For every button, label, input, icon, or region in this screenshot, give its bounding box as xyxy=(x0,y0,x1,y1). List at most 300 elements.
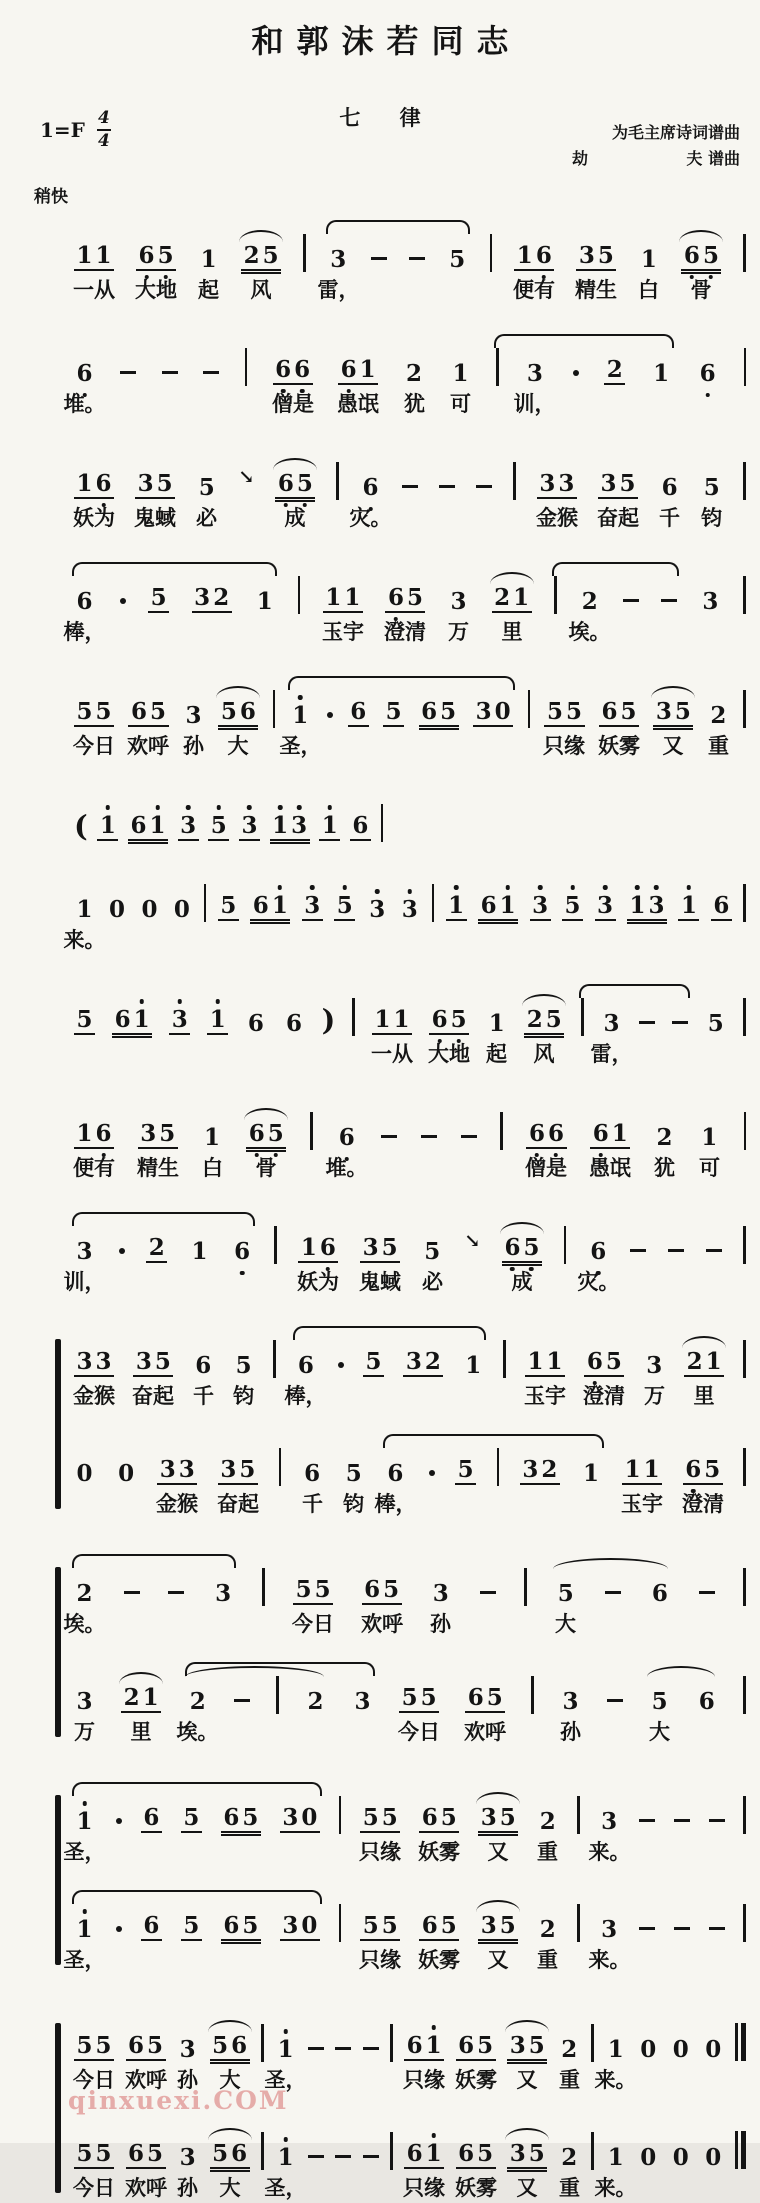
note-token xyxy=(218,700,258,727)
note-digit: 5 xyxy=(401,1684,418,1711)
note-token xyxy=(711,894,732,921)
note-group xyxy=(385,586,425,613)
system xyxy=(63,329,746,419)
note-token xyxy=(524,362,545,385)
note-digit: 5 xyxy=(212,2032,229,2059)
augmentation-dot xyxy=(119,1248,125,1254)
note-group xyxy=(302,894,323,921)
note-token xyxy=(703,2146,724,2169)
composer-given-name: 夫 谱曲 xyxy=(686,149,740,168)
note-digit: 6 xyxy=(94,472,113,495)
note-digit: 6 xyxy=(698,362,717,385)
note-digit: 5 xyxy=(183,1912,200,1939)
note-digit: 3 xyxy=(600,470,617,497)
note-token xyxy=(168,1591,184,1605)
note-digit: 6 xyxy=(143,1912,160,1939)
note-token xyxy=(644,1354,665,1377)
note-group xyxy=(74,898,95,921)
note-group xyxy=(486,1012,507,1035)
note-digit: 0 xyxy=(76,1460,93,1487)
note-token xyxy=(362,1578,402,1605)
lyric-syllable: 起 xyxy=(486,1041,507,1066)
note-group xyxy=(367,898,388,921)
lyric-syllable: 奋起 xyxy=(217,1491,259,1516)
barline xyxy=(743,462,746,500)
note-group xyxy=(705,1012,726,1035)
system xyxy=(74,443,746,533)
high-octave-dot xyxy=(216,999,221,1004)
note-group xyxy=(537,1810,558,1833)
note-digit: 5 xyxy=(239,1456,256,1483)
note-token xyxy=(497,1448,500,1485)
music-line xyxy=(74,785,383,844)
note-token xyxy=(250,894,290,921)
note-digit: 6 xyxy=(406,2140,423,2167)
note-token xyxy=(601,1012,622,1035)
note-token xyxy=(490,234,493,271)
music-line xyxy=(63,865,746,955)
barline xyxy=(204,884,207,922)
note-digit: 6 xyxy=(503,1236,522,1259)
note-digit: 1 xyxy=(527,1348,544,1375)
lyric-syllable: 奋起 xyxy=(597,505,639,530)
note-token xyxy=(697,362,718,385)
lyric-syllable: 来。 xyxy=(594,2175,637,2200)
music-line xyxy=(74,443,746,533)
note-token xyxy=(321,1003,336,1038)
note-token xyxy=(385,586,425,613)
slur-arc xyxy=(288,676,515,690)
note-token xyxy=(177,2146,198,2169)
note-digit: 2 xyxy=(606,356,623,383)
note-token xyxy=(192,586,232,613)
note-token xyxy=(537,1918,558,1941)
note-token xyxy=(280,1806,320,1833)
note-group xyxy=(187,1690,208,1713)
note-group xyxy=(208,814,229,841)
lyric-syllable: 灾。 xyxy=(349,505,392,530)
note-digit: 6 xyxy=(223,1912,240,1939)
note-group xyxy=(302,1462,323,1485)
lyric-syllable: 欢呼 xyxy=(361,1611,403,1636)
tie-arc xyxy=(476,1900,520,1912)
duration-dash xyxy=(421,1135,437,1138)
note-token xyxy=(559,2146,580,2169)
note-digit: 5 xyxy=(198,474,215,501)
note-digit: 6 xyxy=(458,2140,475,2167)
note-token xyxy=(334,894,355,921)
high-octave-dot xyxy=(278,805,283,810)
note-group xyxy=(697,362,718,385)
note-group xyxy=(383,700,404,727)
note-group xyxy=(590,1122,630,1149)
note-digit: 3 xyxy=(562,1688,579,1715)
duration-dash xyxy=(672,1021,688,1024)
note-digit: 3 xyxy=(215,1580,232,1607)
note-token xyxy=(117,1248,125,1263)
note-digit: 6 xyxy=(304,1460,321,1487)
note-token xyxy=(584,1350,624,1377)
note-token xyxy=(554,576,557,613)
note-token xyxy=(74,1350,114,1377)
lyric-syllable: 千 xyxy=(659,505,680,530)
lyric-syllable: 又 xyxy=(516,2175,538,2200)
note-digit: 5 xyxy=(381,1804,398,1831)
note-token xyxy=(605,2038,626,2061)
note-group xyxy=(456,2142,496,2169)
note-group xyxy=(233,1354,254,1377)
note-group xyxy=(699,1126,720,1149)
note-group xyxy=(254,590,275,613)
note-group xyxy=(537,1918,558,1941)
tie-arc xyxy=(522,994,566,1006)
note-group xyxy=(221,1806,261,1833)
note-digit: 3 xyxy=(159,1456,176,1483)
music-line xyxy=(74,215,746,305)
note-token xyxy=(273,1340,276,1377)
note-group xyxy=(245,1012,266,1035)
note-token xyxy=(273,690,276,727)
note-digit: 2 xyxy=(148,1234,165,1261)
note-group xyxy=(210,2034,250,2061)
note-token xyxy=(604,358,625,385)
system xyxy=(74,1321,746,1519)
note-digit: 5 xyxy=(707,1010,724,1037)
final-barline xyxy=(735,2131,746,2169)
tie-arc xyxy=(244,1108,288,1120)
note-group xyxy=(599,700,639,727)
note-digit: 3 xyxy=(170,1008,189,1031)
lyric-syllable: 妖雾 xyxy=(455,2175,497,2200)
augmentation-dot xyxy=(116,1818,122,1824)
note-group xyxy=(207,1008,228,1035)
note-token xyxy=(74,1122,114,1149)
note-digit: 5 xyxy=(147,2032,164,2059)
note-token xyxy=(114,1818,122,1833)
note-group xyxy=(350,814,371,841)
note-token xyxy=(112,1008,152,1035)
note-digit: 3 xyxy=(95,1348,112,1375)
note-digit: 5 xyxy=(212,2140,229,2167)
note-token xyxy=(138,1122,178,1149)
note-group xyxy=(280,1806,320,1833)
note-token xyxy=(706,1249,722,1263)
credit-line-1: 为毛主席诗词谱曲 xyxy=(611,123,740,142)
barline xyxy=(490,234,493,272)
barline xyxy=(261,2024,264,2062)
note-digit: 5 xyxy=(651,1688,668,1715)
note-token xyxy=(599,1810,620,1833)
note-digit: 1 xyxy=(76,896,93,923)
lyric-syllable: 愚氓 xyxy=(589,1155,631,1180)
note-token xyxy=(283,1012,304,1035)
note-digit: 6 xyxy=(364,1576,381,1603)
note-token xyxy=(245,1012,266,1035)
barline xyxy=(513,462,516,500)
note-token xyxy=(478,1806,518,1833)
note-token xyxy=(181,1914,202,1941)
barline xyxy=(591,2024,594,2062)
note-digit: 3 xyxy=(601,1808,618,1835)
lyric-syllable: 欢呼 xyxy=(125,2175,167,2200)
note-token xyxy=(275,2038,296,2061)
note-token xyxy=(385,1462,406,1485)
note-digit: 5 xyxy=(149,698,166,725)
note-digit: 6 xyxy=(247,1010,264,1037)
note-token xyxy=(381,1135,397,1149)
note-digit: 1 xyxy=(148,814,167,837)
lyric-syllable: 只缘 xyxy=(403,2067,445,2092)
note-token xyxy=(360,476,381,499)
note-token xyxy=(198,248,219,271)
barline xyxy=(303,234,306,272)
note-token xyxy=(148,586,169,613)
music-line xyxy=(74,1429,746,1519)
note-token xyxy=(383,700,404,727)
lyric-syllable: 雷， xyxy=(590,1041,633,1066)
barline xyxy=(279,1448,282,1486)
note-token xyxy=(432,884,435,921)
duration-dash xyxy=(706,1249,722,1252)
note-digit: 3 xyxy=(368,898,387,921)
note-digit: 6 xyxy=(231,2140,248,2167)
note-digit: 6 xyxy=(114,1006,131,1033)
barline xyxy=(577,1904,580,1942)
note-group xyxy=(74,700,114,727)
note-token xyxy=(525,1350,565,1377)
note-group xyxy=(638,2146,659,2169)
note-digit: 6 xyxy=(361,476,380,499)
slur-arc xyxy=(552,562,679,576)
lyric-syllable: 埃。 xyxy=(176,1719,219,1744)
slur-arc xyxy=(494,334,674,348)
note-group xyxy=(126,2034,166,2061)
note-group xyxy=(348,700,369,727)
barline xyxy=(743,690,746,728)
note-token xyxy=(514,244,554,271)
barline xyxy=(531,1676,534,1714)
note-group xyxy=(295,1354,316,1377)
note-digit: 2 xyxy=(123,1684,140,1711)
note-digit: 5 xyxy=(546,698,563,725)
barline xyxy=(743,1676,746,1714)
note-token xyxy=(74,362,95,385)
barline xyxy=(743,1568,746,1606)
note-group xyxy=(429,1008,469,1035)
note-token xyxy=(700,590,721,613)
note-token xyxy=(581,998,584,1035)
note-digit: 6 xyxy=(128,2032,145,2059)
high-octave-dot xyxy=(343,885,348,890)
barline xyxy=(591,2132,594,2170)
note-digit: 2 xyxy=(494,584,511,611)
note-token xyxy=(245,348,248,385)
note-token xyxy=(343,1462,364,1485)
note-token xyxy=(544,700,584,727)
note-digit: 1 xyxy=(424,2142,443,2165)
note-row xyxy=(74,1321,746,1377)
note-group xyxy=(683,1458,723,1485)
note-token xyxy=(325,712,333,727)
note-digit: 5 xyxy=(209,814,228,837)
note-digit: 3 xyxy=(303,894,322,917)
lyric-syllable: 钧 xyxy=(701,505,722,530)
note-token xyxy=(74,1240,95,1263)
note-token xyxy=(146,1236,167,1263)
meta-row xyxy=(0,96,760,182)
high-octave-dot xyxy=(283,2137,288,2142)
music-line xyxy=(63,557,746,647)
note-digit: 6 xyxy=(247,1122,266,1145)
note-group xyxy=(74,590,95,613)
system xyxy=(74,979,746,1069)
time-sig-denominator: 4 xyxy=(97,131,110,151)
note-digit: 6 xyxy=(421,698,438,725)
barline xyxy=(245,348,248,386)
note-token xyxy=(74,1462,95,1485)
lyric-syllable: 玉宇 xyxy=(621,1491,663,1516)
note-digit: 0 xyxy=(494,698,511,725)
note-group xyxy=(106,898,127,921)
second-underline xyxy=(128,842,168,844)
note-row xyxy=(74,2005,746,2061)
note-group xyxy=(649,1690,670,1713)
note-digit: 5 xyxy=(528,2140,545,2167)
lyric-syllable: 澄清 xyxy=(583,1383,625,1408)
note-digit: 1 xyxy=(643,1456,660,1483)
note-digit: 6 xyxy=(386,586,405,609)
note-digit: 3 xyxy=(480,1912,497,1939)
lyric-row xyxy=(74,1713,746,1747)
note-group xyxy=(399,1686,439,1713)
note-group xyxy=(74,2142,114,2169)
note-group xyxy=(579,590,600,613)
note-token xyxy=(295,1354,316,1377)
duration-dash xyxy=(234,1699,250,1702)
note-token xyxy=(381,804,384,841)
note-group xyxy=(177,2038,198,2061)
note-token xyxy=(562,894,583,921)
lyric-syllable: 风 xyxy=(250,277,272,302)
note-digit: 2 xyxy=(539,1808,556,1835)
note-digit: 0 xyxy=(141,896,158,923)
note-token xyxy=(638,248,659,271)
note-token xyxy=(352,998,355,1035)
note-token xyxy=(591,2132,594,2169)
note-group xyxy=(360,1914,400,1941)
note-token xyxy=(699,1591,715,1605)
lyric-syllable: 必 xyxy=(196,505,217,530)
lyric-syllable: 欢呼 xyxy=(464,1719,506,1744)
note-token xyxy=(492,586,532,613)
tie-arc xyxy=(651,686,695,698)
lyric-syllable: 里 xyxy=(501,619,523,644)
augmentation-dot xyxy=(120,598,126,604)
note-token xyxy=(709,1927,725,1941)
high-octave-dot xyxy=(139,999,144,1004)
note-group xyxy=(139,898,160,921)
lyric-syllable: 来。 xyxy=(588,1839,631,1864)
note-token xyxy=(97,814,118,841)
duration-dash xyxy=(623,599,639,602)
duration-dash xyxy=(335,2047,351,2050)
note-group xyxy=(275,472,315,499)
barline xyxy=(524,1568,527,1606)
note-group xyxy=(559,2146,580,2169)
note-digit: 5 xyxy=(597,242,614,269)
note-group xyxy=(305,1690,326,1713)
note-token xyxy=(270,814,310,841)
note-group xyxy=(74,1918,95,1941)
note-token xyxy=(74,2142,114,2169)
note-token xyxy=(571,370,579,385)
note-token xyxy=(421,1135,437,1149)
note-digit: 6 xyxy=(406,2032,423,2059)
lyric-row xyxy=(63,385,746,419)
note-digit: 5 xyxy=(406,584,423,611)
lyric-syllable: 妖雾 xyxy=(598,733,640,758)
note-row xyxy=(74,215,746,271)
note-digit: 5 xyxy=(76,2140,93,2167)
tempo-marking: 稍快 xyxy=(34,187,68,207)
lyric-syllable: 风 xyxy=(533,1041,555,1066)
note-digit: 1 xyxy=(76,242,93,269)
note-digit: 5 xyxy=(220,698,237,725)
note-digit: 2 xyxy=(686,1348,703,1375)
note-group xyxy=(241,244,281,271)
high-octave-dot xyxy=(155,805,160,810)
lyric-syllable: 棒， xyxy=(284,1383,327,1408)
slur-arc xyxy=(326,220,470,234)
note-token xyxy=(233,1354,254,1377)
note-digit: 5 xyxy=(95,2032,112,2059)
note-token xyxy=(598,472,638,499)
barline xyxy=(496,348,499,386)
note-digit: 0 xyxy=(173,896,190,923)
note-group xyxy=(338,358,378,385)
note-token xyxy=(335,2047,351,2061)
note-group xyxy=(202,1126,223,1149)
duration-dash xyxy=(668,1249,684,1252)
note-token xyxy=(638,2146,659,2169)
note-digit: 5 xyxy=(557,1580,574,1607)
note-group xyxy=(399,898,420,921)
note-group xyxy=(362,1578,402,1605)
note-token xyxy=(627,894,667,921)
barline xyxy=(298,576,301,614)
lyric-syllable: 精生 xyxy=(137,1155,179,1180)
note-token xyxy=(699,1126,720,1149)
note-group xyxy=(555,1582,576,1605)
note-group xyxy=(218,894,239,921)
note-digit: 5 xyxy=(528,2032,545,2059)
duration-dash xyxy=(381,1135,397,1138)
lyric-row xyxy=(63,613,746,647)
note-token xyxy=(465,1686,505,1713)
voice-brace xyxy=(55,1567,61,1737)
note-token xyxy=(239,814,260,841)
lyric-syllable: 钧 xyxy=(343,1491,364,1516)
key-label: 1=F xyxy=(40,118,85,142)
note-group xyxy=(74,1690,95,1713)
note-token xyxy=(302,1462,323,1485)
high-octave-dot xyxy=(247,805,252,810)
note-digit: 3 xyxy=(558,470,575,497)
note-digit: 6 xyxy=(467,1684,484,1711)
note-digit: 1 xyxy=(75,1918,94,1941)
note-digit: 1 xyxy=(204,1124,221,1151)
lyric-syllable: 千 xyxy=(193,1383,214,1408)
